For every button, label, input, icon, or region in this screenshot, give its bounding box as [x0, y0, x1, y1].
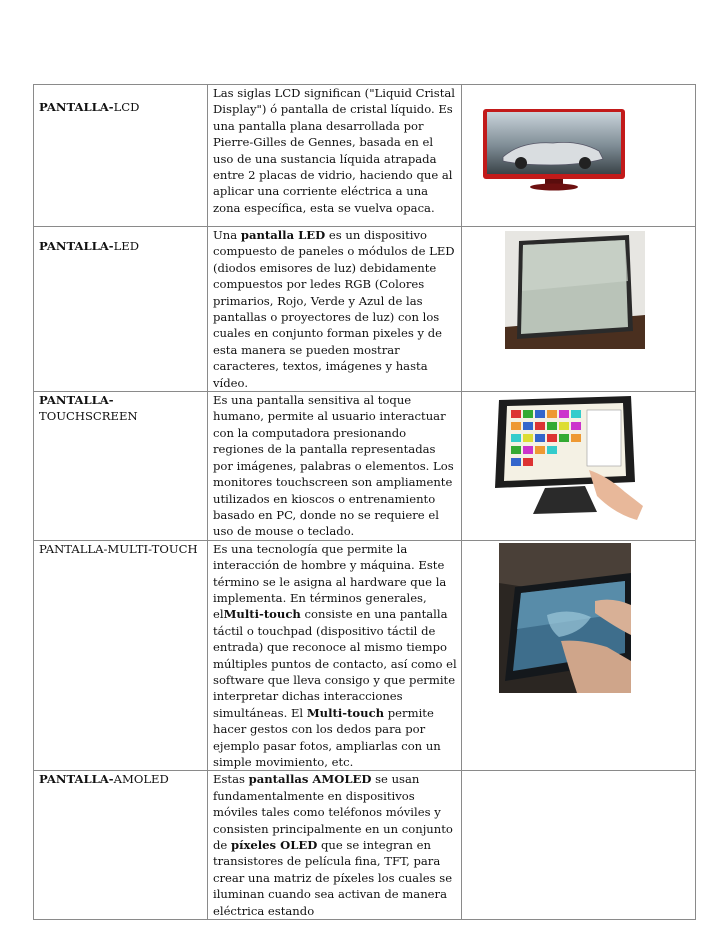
lcd-monitor-image: [481, 107, 627, 191]
type-cell: [34, 540, 208, 771]
type-cell: [34, 85, 208, 227]
description-cell: [208, 392, 462, 541]
description-text: Las siglas LCD significan ("Liquid Cristal Display") ó pantalla de cristal líquido. Es una pantalla plana desarrollada por Pierre-Gilles de Gennes, basada en el uso de una sustancia líquida atrapada entre 2 placas de vidrio, haciendo que al aplicar una corriente eléctrica a una zona específica, esta se vuelva opaca.: [213, 86, 455, 215]
type-cell: [34, 227, 208, 392]
touchscreen-monitor-image: [485, 396, 645, 522]
type-label: PANTALLA-LCD: [39, 100, 140, 114]
image-cell: [462, 85, 696, 227]
table-row: [34, 540, 696, 771]
table-row: [34, 771, 696, 920]
image-cell: [462, 771, 696, 920]
description-text: Una pantalla LED es un dispositivo compuesto de paneles o módulos de LED (diodos emisores de luz) debidamente compuestos por ledes RGB (Colores primarios, Rojo, Verde y Azul de las pantallas o proyectores de luz) con los cuales en conjunto forman pixeles y de esta manera se pueden mostrar caracteres, textos, imágenes y hasta vídeo.: [213, 228, 455, 390]
description-text: Es una pantalla sensitiva al toque humano, permite al usuario interactuar con la computadora presionando regiones de la pantalla representadas por imágenes, palabras o elementos. Los monitores touchscreen son ampliamente utilizados en kioscos o entrenamiento basado en PC, donde no se requiere el uso de mouse o teclado.: [213, 393, 454, 539]
description-cell: [208, 85, 462, 227]
multi-touch-table-image: [499, 543, 631, 693]
type-label: PANTALLA-TOUCHSCREEN: [39, 393, 138, 424]
image-cell: [462, 540, 696, 771]
image-cell: [462, 392, 696, 541]
table-row: [34, 227, 696, 392]
table-row: [34, 85, 696, 227]
description-text: Es una tecnología que permite la interacción de hombre y máquina. Este término se le asigna al hardware que la implementa. En términos generales, elMulti-touch consiste en una pantalla táctil o touchpad (dispositivo táctil de entrada) que reconoce al mismo tiempo múltiples puntos de contacto, así como el software que lleva consigo y que permite interpretar dichas interacciones simultáneas. El Multi-touch permite hacer gestos con los dedos para por ejemplo pasar fotos, ampliarlas con un simple movimiento, etc.: [213, 541, 457, 769]
type-label: PANTALLA-MULTI-TOUCH: [39, 541, 198, 556]
type-cell: [34, 771, 208, 920]
description-cell: [208, 540, 462, 771]
description-text: Estas pantallas AMOLED se usan fundamentalmente en dispositivos móviles tales como teléfonos móviles y consisten principalmente en un conjunto de píxeles OLED que se integran en transistores de película fina, TFT, para crear una matriz de píxeles los cuales se iluminan cuando sea activan de manera eléctrica estando: [213, 772, 453, 918]
screen-types-table: [33, 84, 696, 920]
type-label: PANTALLA-AMOLED: [39, 772, 169, 787]
type-cell: [34, 392, 208, 541]
description-cell: [208, 227, 462, 392]
table-row: [34, 392, 696, 541]
type-label: PANTALLA-LED: [39, 239, 140, 253]
led-panel-image: [505, 231, 645, 349]
image-cell: [462, 227, 696, 392]
description-cell: [208, 771, 462, 920]
